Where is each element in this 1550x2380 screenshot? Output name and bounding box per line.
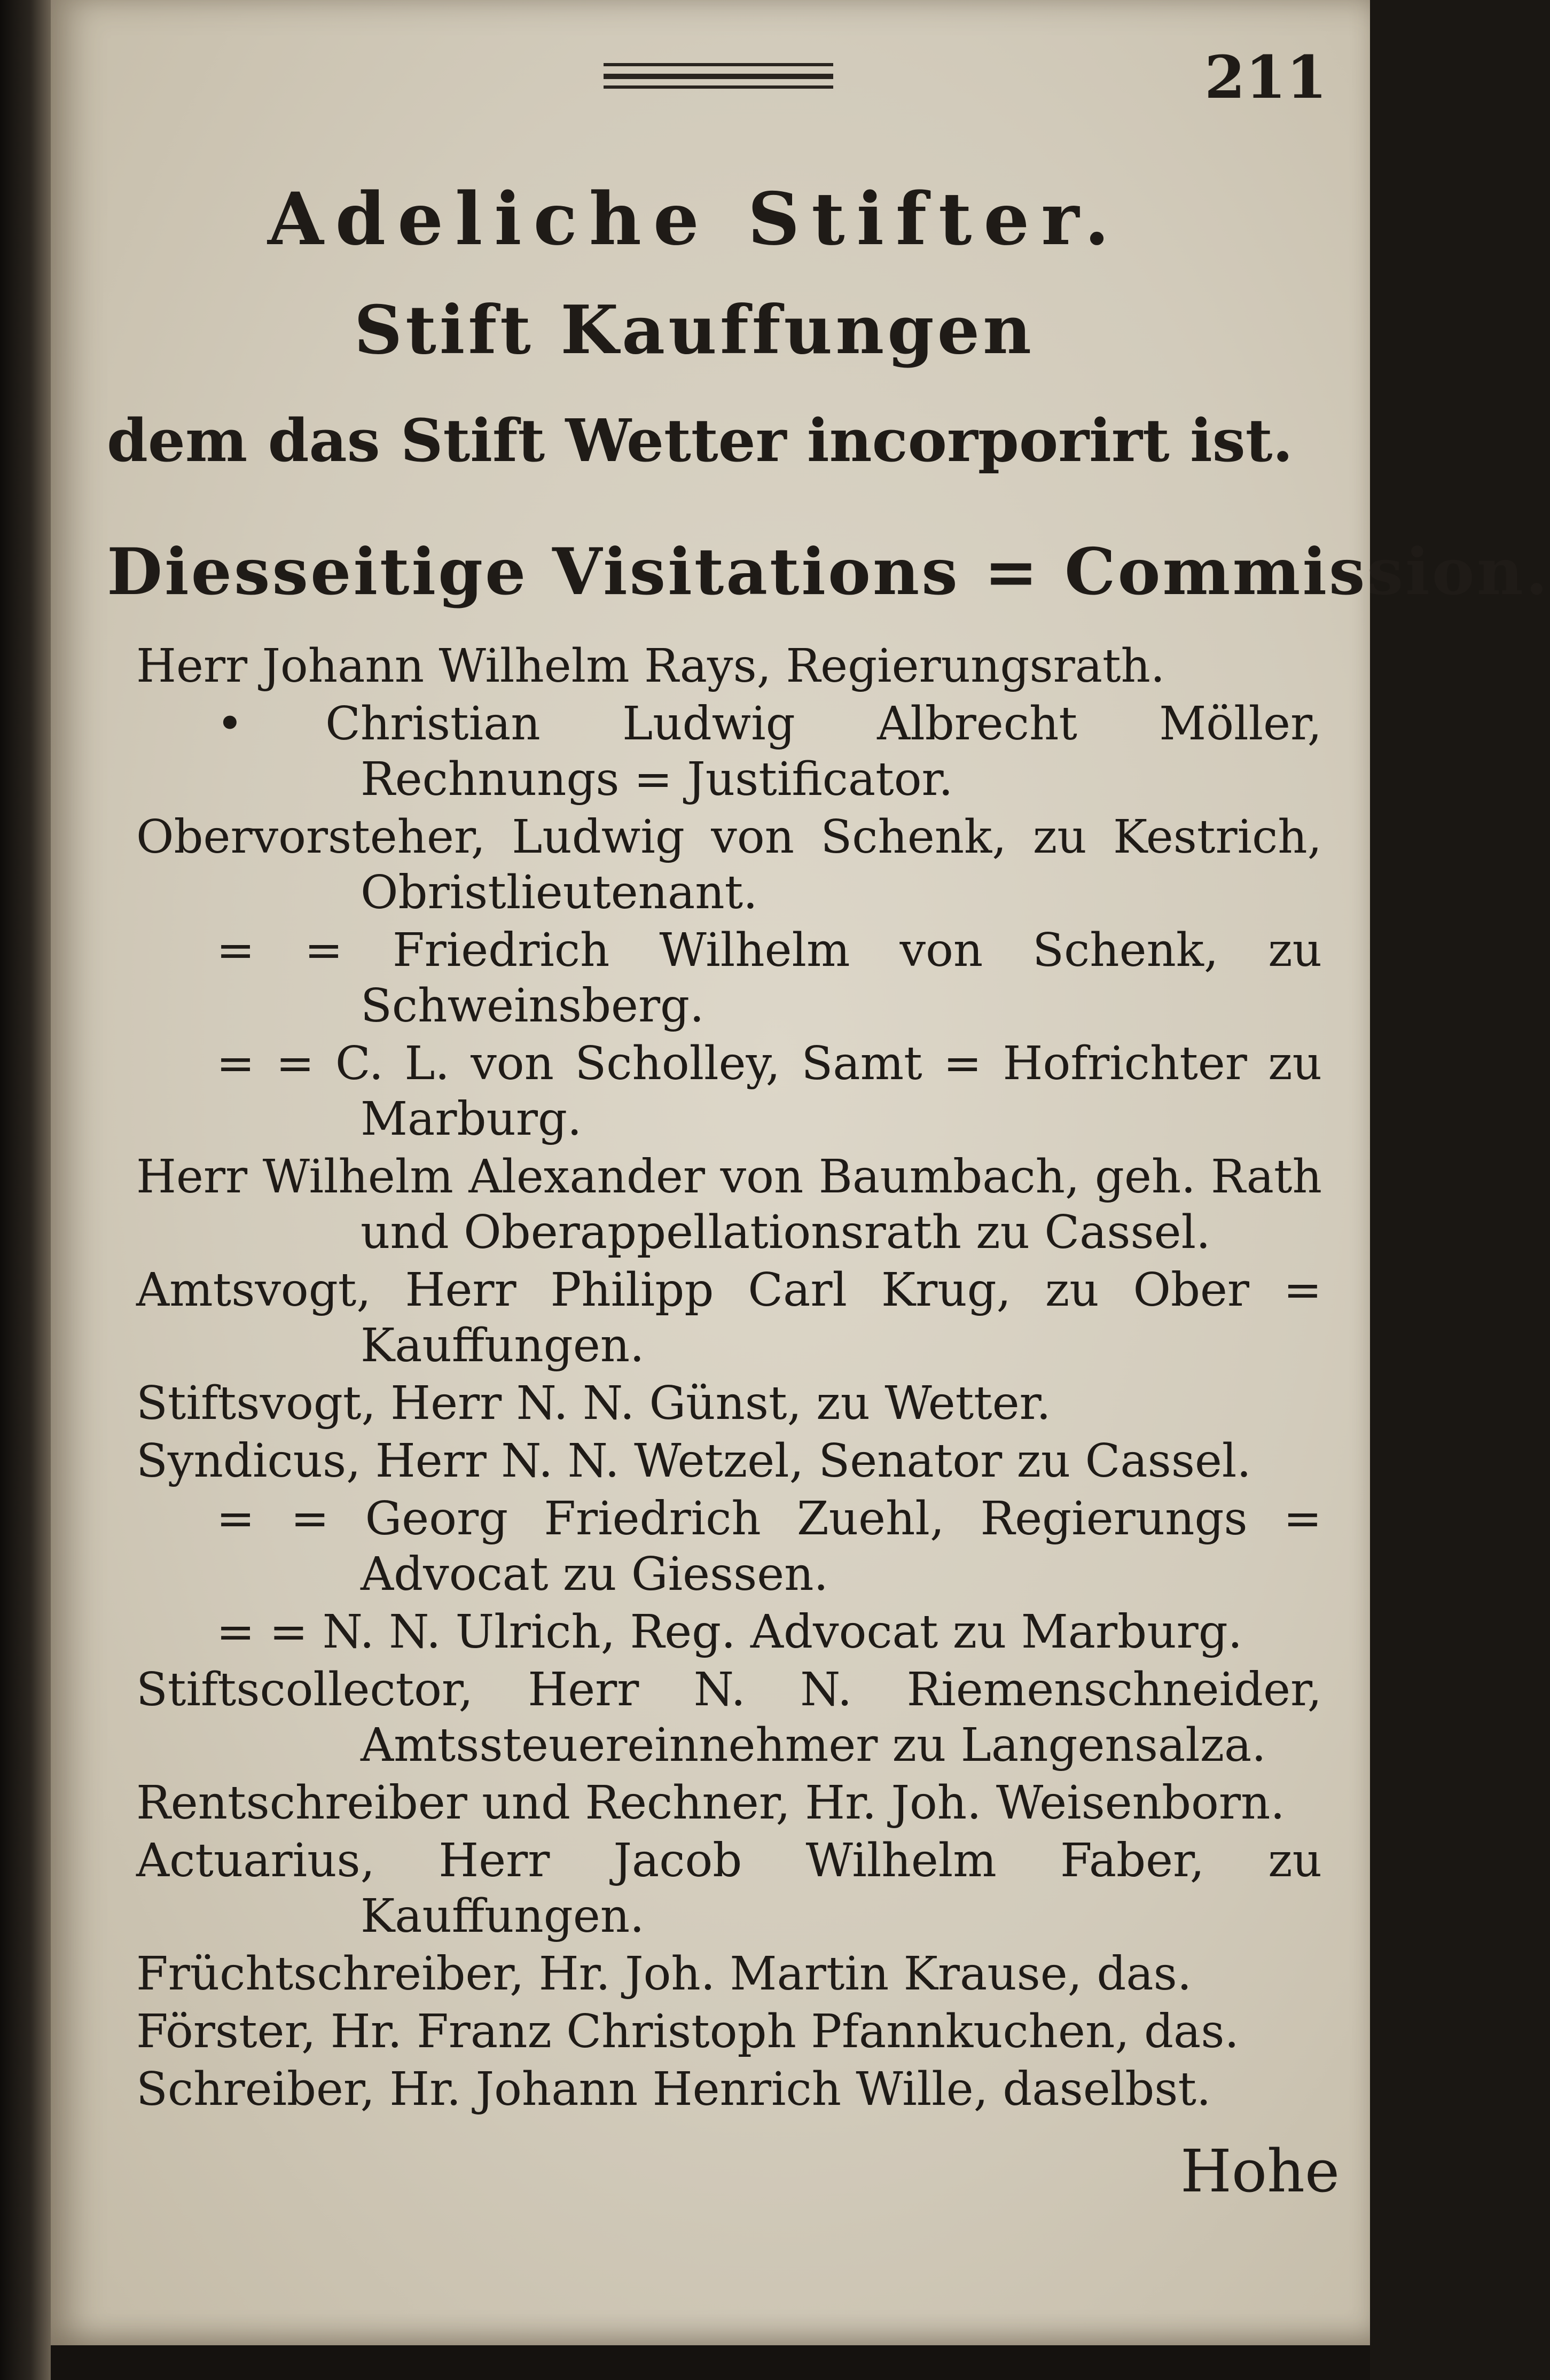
page-number: 211 — [1204, 43, 1327, 112]
list-item: Obervorsteher, Ludwig von Schenk, zu Kestrich, Obristlieutenant. — [136, 810, 1322, 919]
list-item: Stiftscollector, Herr N. N. Riemenschneider, Amtssteuereinnehmer zu Langensalza. — [136, 1663, 1322, 1772]
list-item: Stiftsvogt, Herr N. N. Günst, zu Wetter. — [136, 1377, 1051, 1430]
catchword: Hohe — [1180, 2137, 1340, 2205]
list-item: = = Georg Friedrich Zuehl, Regierungs = Advocat zu Giessen. — [216, 1492, 1322, 1601]
list-item: Früchtschreiber, Hr. Joh. Martin Krause, das. — [136, 1947, 1192, 2001]
list-item: Syndicus, Herr N. N. Wetzel, Senator zu Cassel. — [136, 1434, 1251, 1488]
list-item: Schreiber, Hr. Johann Henrich Wille, daselbst. — [136, 2063, 1211, 2116]
page-subtitle-2: dem das Stift Wetter incorporirt ist. — [107, 406, 1293, 475]
list-item: = = C. L. von Scholley, Samt = Hofrichter zu Marburg. — [216, 1037, 1322, 1146]
list-item: = = N. N. Ulrich, Reg. Advocat zu Marburg. — [216, 1605, 1243, 1659]
list-item: Rentschreiber und Rechner, Hr. Joh. Weisenborn. — [136, 1776, 1285, 1830]
book-gutter — [0, 0, 51, 2380]
page-title: Adeliche Stifter. — [267, 176, 1122, 261]
list-item: Herr Johann Wilhelm Rays, Regierungsrath. — [136, 639, 1165, 693]
list-item: Amtsvogt, Herr Philipp Carl Krug, zu Ober = Kauffungen. — [136, 1263, 1322, 1372]
page-subtitle: Stift Kauffungen — [354, 291, 1035, 369]
entry-list — [136, 638, 1322, 2119]
list-item: = = Friedrich Wilhelm von Schenk, zu Schweinsberg. — [216, 924, 1322, 1033]
list-item: Herr Wilhelm Alexander von Baumbach, geh. Rath und Oberappellationsrath zu Cassel. — [136, 1150, 1322, 1259]
list-item: • Christian Ludwig Albrecht Möller, Rechnungs = Justificator. — [216, 697, 1322, 806]
header-ornament-rule — [604, 63, 833, 89]
list-item: Actuarius, Herr Jacob Wilhelm Faber, zu Kauffungen. — [136, 1834, 1322, 1943]
list-item: Förster, Hr. Franz Christoph Pfannkuchen, das. — [136, 2005, 1239, 2058]
page-bottom-edge — [51, 2345, 1370, 2380]
section-heading: Diesseitige Visitations = Commission. — [107, 534, 1550, 610]
